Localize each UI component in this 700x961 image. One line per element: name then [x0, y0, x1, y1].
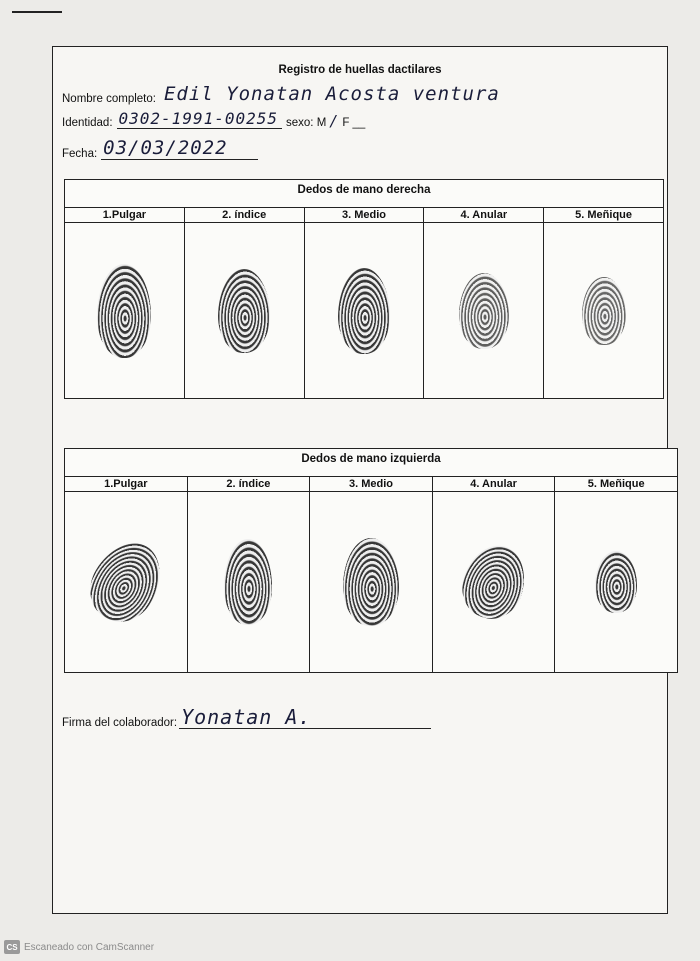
fingerprint-image — [343, 538, 399, 626]
fingerprint-image — [595, 551, 637, 613]
sex-label: sexo: M — [286, 117, 327, 129]
id-field — [62, 111, 365, 129]
fingerprint-image — [218, 269, 270, 353]
finger-label: 4. Anular — [433, 477, 555, 492]
fingerprint-image — [582, 277, 626, 345]
right-little-column — [544, 208, 663, 398]
watermark-text: Escaneado con CamScanner — [24, 941, 155, 953]
finger-label: 2. índice — [185, 208, 304, 223]
signature-value: Yonatan A. — [179, 707, 431, 729]
fingerprint-image — [459, 273, 509, 349]
name-label: Nombre completo: — [62, 93, 156, 105]
finger-label: 5. Meñique — [555, 477, 677, 492]
right-index-column — [185, 208, 305, 398]
signature-field — [62, 707, 431, 729]
id-value: 0302-1991-00255 — [117, 111, 283, 129]
left-hand-table — [64, 448, 678, 673]
date-value: 03/03/2022 — [101, 139, 257, 160]
right-hand-title: Dedos de mano derecha — [65, 180, 663, 208]
camscanner-logo-icon: CS — [4, 940, 20, 954]
left-index-column — [188, 477, 311, 672]
finger-label: 3. Medio — [305, 208, 424, 223]
finger-label: 2. índice — [188, 477, 310, 492]
right-ring-column — [424, 208, 544, 398]
fingerprint-image — [97, 264, 151, 358]
scan-edge-mark — [12, 11, 62, 13]
sex-f-option: F __ — [342, 117, 366, 129]
left-thumb-column — [65, 477, 188, 672]
left-ring-column — [433, 477, 556, 672]
date-field — [62, 139, 258, 160]
left-middle-column — [310, 477, 433, 672]
left-hand-title: Dedos de mano izquierda — [65, 449, 677, 477]
finger-label: 5. Meñique — [544, 208, 663, 223]
finger-label: 4. Anular — [424, 208, 543, 223]
fingerprint-form — [52, 46, 668, 914]
finger-label: 3. Medio — [310, 477, 432, 492]
right-thumb-column — [65, 208, 185, 398]
sex-mark: / — [329, 112, 340, 130]
date-label: Fecha: — [62, 148, 98, 160]
name-field — [62, 85, 504, 105]
left-little-column — [555, 477, 677, 672]
right-hand-table — [64, 179, 664, 399]
name-value: Edil Yonatan Acosta ventura — [163, 83, 500, 105]
fingerprint-image — [224, 539, 272, 625]
fingerprint-image — [454, 538, 534, 627]
finger-label: 1.Pulgar — [65, 477, 187, 492]
right-middle-column — [305, 208, 425, 398]
finger-label: 1.Pulgar — [65, 208, 184, 223]
fingerprint-image — [78, 530, 174, 633]
fingerprint-image — [338, 268, 390, 354]
form-title: Registro de huellas dactilares — [278, 64, 442, 76]
signature-label: Firma del colaborador: — [62, 717, 178, 729]
camscanner-watermark — [4, 940, 154, 954]
id-label: Identidad: — [62, 117, 113, 129]
